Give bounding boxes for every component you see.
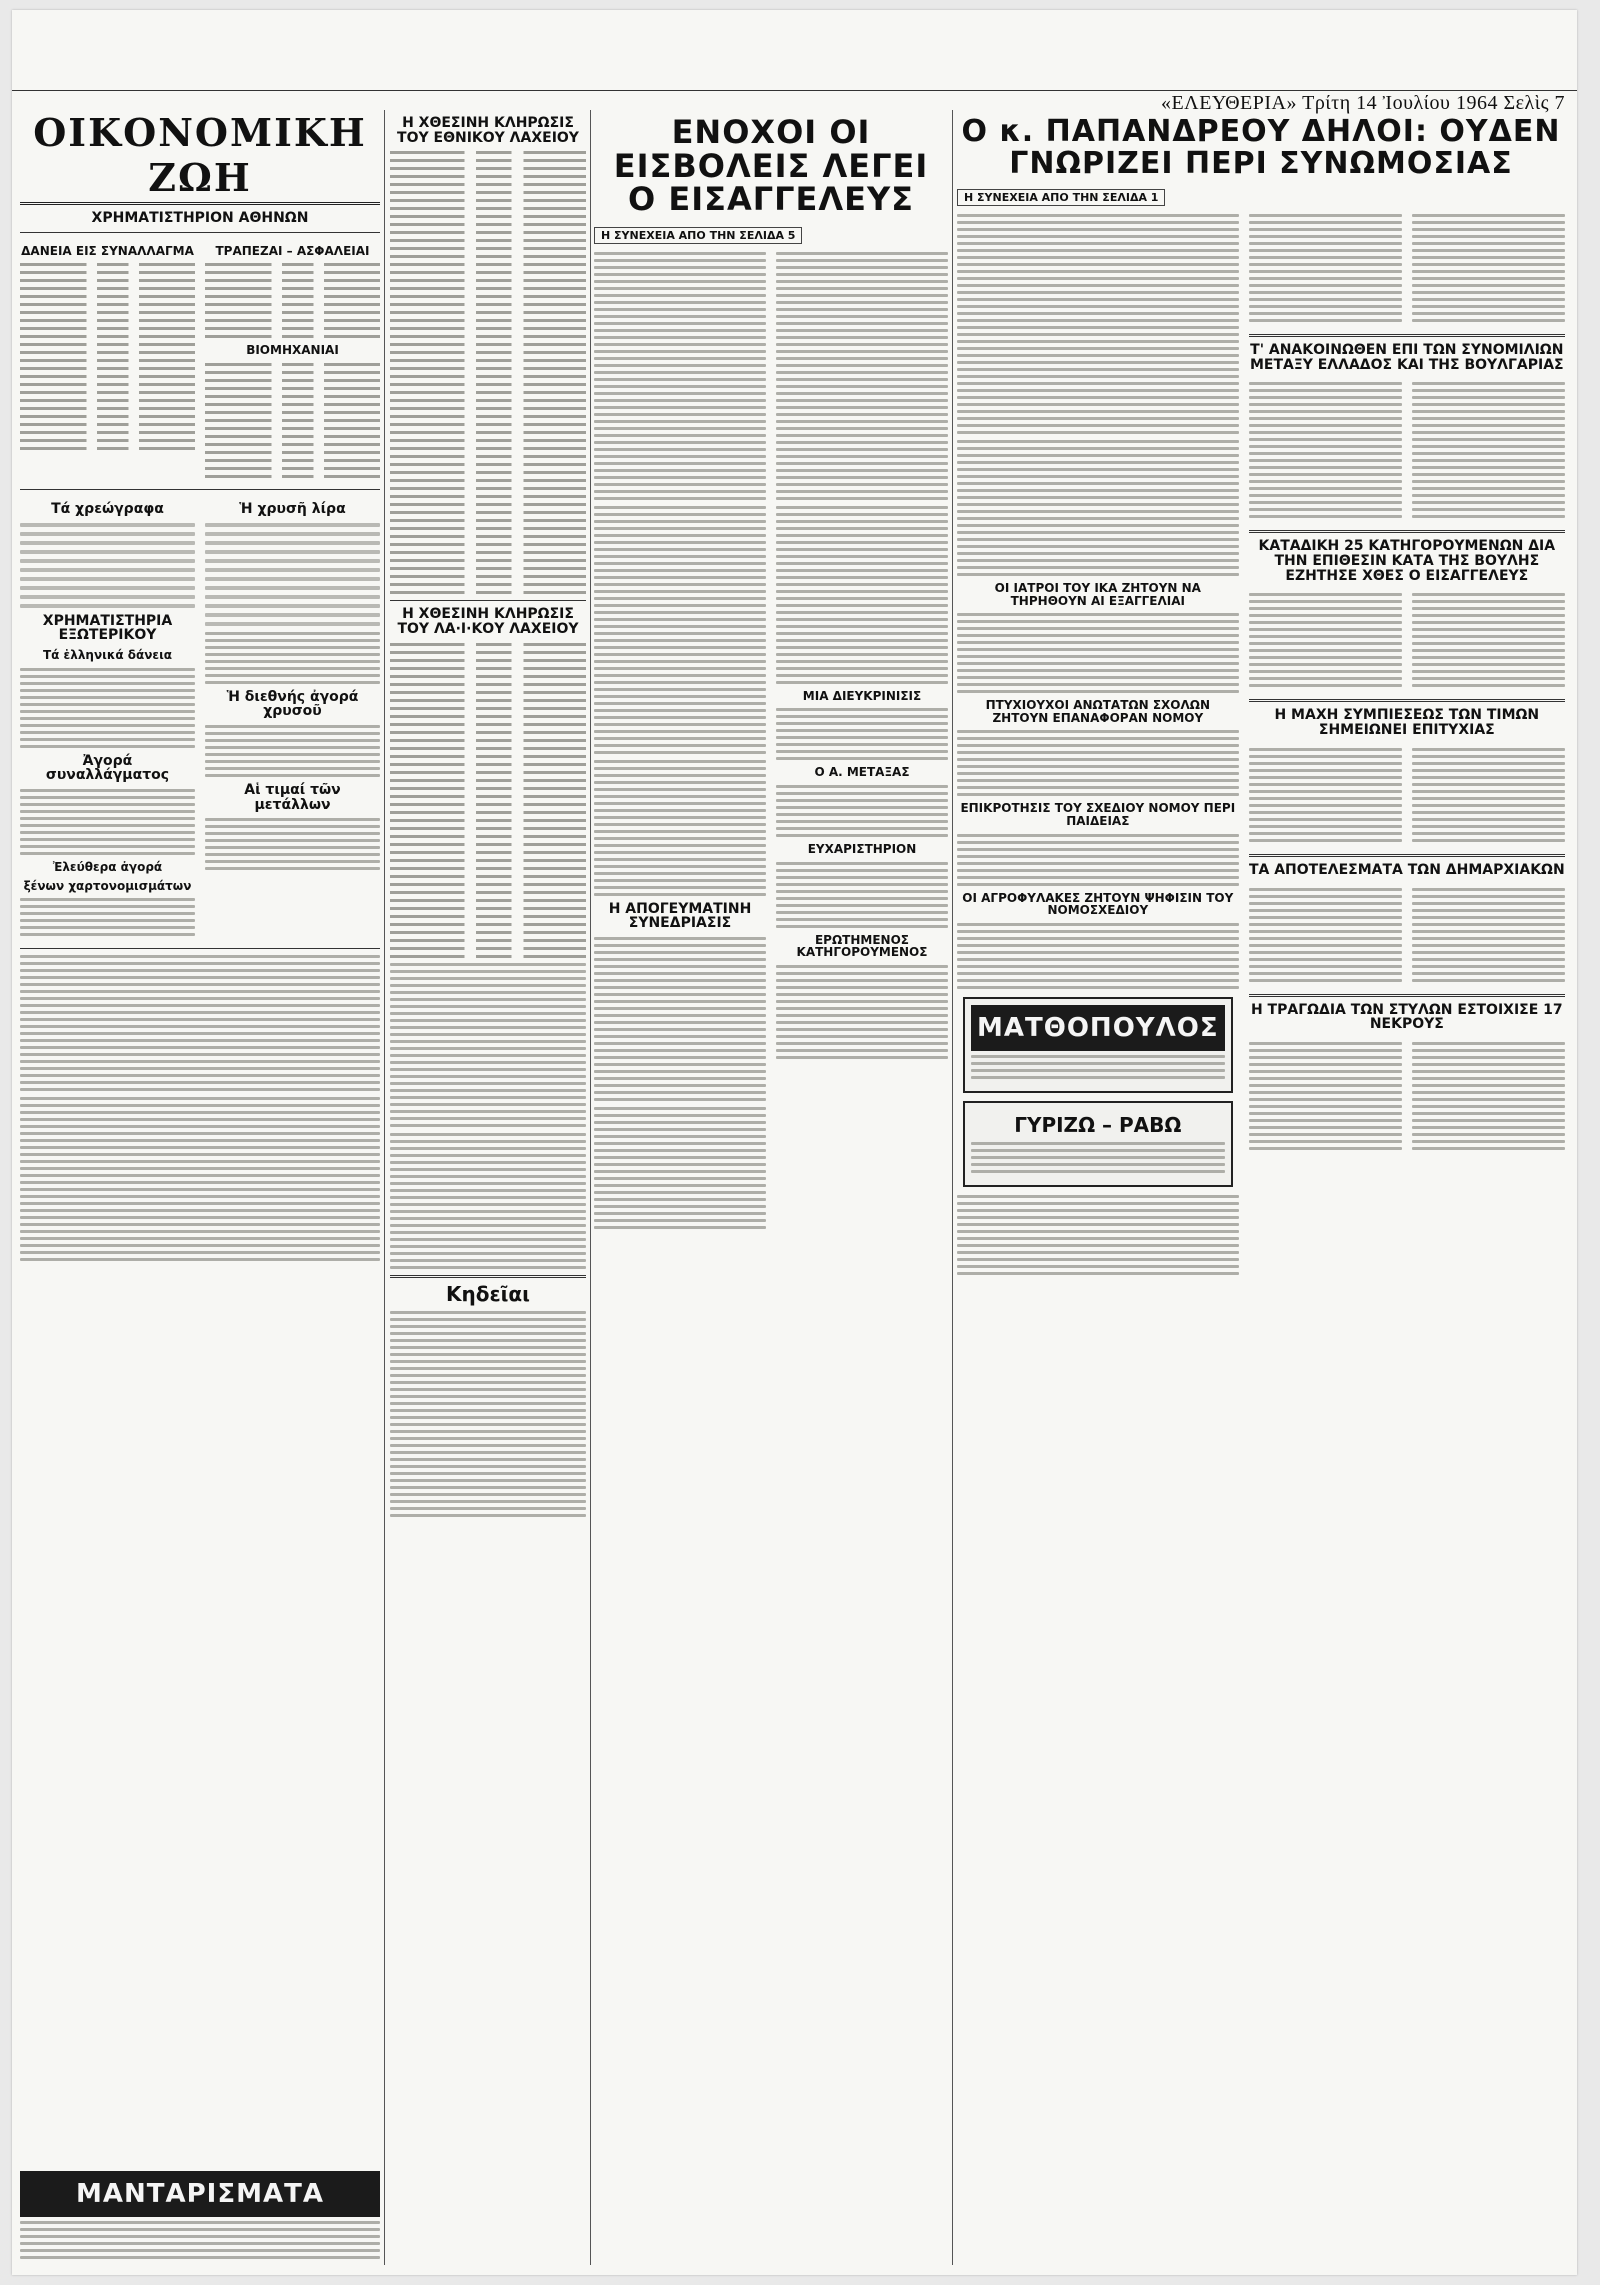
matthopoulos-ad — [963, 997, 1233, 1093]
c3-continuation: Η ΣΥΝΕΧΕΙΑ ΑΠΟ ΤΗΝ ΣΕΛΙΔΑ 5 — [594, 227, 802, 244]
c4-main-headline: Ο κ. ΠΑΠΑΝΔΡΕΟΥ ΔΗΛΟΙ: ΟΥΔΕΝ ΓΝΩΡΙΖΕΙ ΠΕΡΙ ΣΥΝΩΜΟΣΙΑΣ — [961, 114, 1561, 181]
c3-headline-1: Η ΑΠΟΓΕΥΜΑΤΙΝΗ ΣΥΝΕΔΡΙΑΣΙΣ — [608, 900, 752, 932]
c3-headline-4: ΜΙΑ ΔΙΕΥΚΡΙΝΙΣΙΣ — [802, 688, 922, 703]
c4-sub-headline-3: Η ΜΑΧΗ ΣΥΜΠΙΕΣΕΩΣ ΤΩΝ ΤΙΜΩΝ ΣΗΜΕΙΩΝΕΙ ΕΠΙΤΥΧΙΑΣ — [1274, 707, 1540, 739]
c1-headline-1: ΔΑΝΕΙΑ ΕΙΣ ΣΥΝΑΛΛΑΓΜΑ — [21, 243, 194, 258]
column-politics — [957, 110, 1565, 2267]
gyrizo-ad — [963, 1101, 1233, 1187]
column-economy — [20, 110, 380, 2267]
running-header: «ΕΛΕΥΘΕΡΙΑ» Τρίτη 14 Ἰουλίου 1964 Σελὶς 7 — [1160, 92, 1565, 114]
column-lottery — [390, 110, 586, 2267]
c3-headline-5: Ο Α. ΜΕΤΑΞΑΣ — [814, 765, 910, 780]
c1-headline-8: Ἀγορά συναλλάγματος — [45, 752, 170, 784]
c4-mid-headline-3: ΕΠΙΚΡΟΤΗΣΙΣ ΤΟΥ ΣΧΕΔΙΟΥ ΝΟΜΟΥ ΠΕΡΙ ΠΑΙΔΕΙΑΣ — [960, 801, 1236, 828]
c4-sub-headline-2: ΚΑΤΑΔΙΚΗ 25 ΚΑΤΗΓΟΡΟΥΜΕΝΩΝ ΔΙΑ ΤΗΝ ΕΠΙΘΕΣΙΝ ΚΑΤΑ ΤΗΣ ΒΟΥΛΗΣ ΕΖΗΤΗΣΕ ΧΘΕΣ Ο ΕΙΣΑΓΓΕΛΕΥΣ — [1258, 538, 1556, 584]
column-invaders — [594, 110, 948, 2267]
c4-sub-headline-1: Τ' ΑΝΑΚΟΙΝΩΘΕΝ ΕΠΙ ΤΩΝ ΣΥΝΟΜΙΛΙΩΝ ΜΕΤΑΞΥ ΕΛΛΑΔΟΣ ΚΑΙ ΤΗΣ ΒΟΥΛΓΑΡΙΑΣ — [1250, 342, 1564, 373]
c4-sub-headline-4: ΤΑ ΑΠΟΤΕΛΕΣΜΑΤΑ ΤΩΝ ΔΗΜΑΡΧΙΑΚΩΝ — [1248, 861, 1565, 878]
c3-headline-2: ΕΥΧΑΡΙΣΤΗΡΙΟΝ — [807, 841, 917, 856]
c3-main-headline: ΕΝΟΧΟΙ ΟΙ ΕΙΣΒΟΛΕΙΣ ΛΕΓΕΙ Ο ΕΙΣΑΓΓΕΛΕΥΣ — [613, 113, 929, 219]
c2-headline-2: Η ΧΘΕΣΙΝΗ ΚΛΗΡΩΣΙΣ ΤΟΥ ΛΑ·Ι·ΚΟΥ ΛΑΧΕΙΟΥ — [397, 606, 579, 638]
c1-headline-7: Τά ἑλληνικά δάνεια — [42, 647, 173, 662]
c1-headline-11: ξένων χαρτονομισμάτων — [23, 878, 192, 893]
c4-mid-headline-4: ΟΙ ΑΓΡΟΦΥΛΑΚΕΣ ΖΗΤΟΥΝ ΨΗΦΙΣΙΝ ΤΟΥ ΝΟΜΟΣΧΕΔΙΟΥ — [962, 890, 1234, 918]
exchange-title: ΧΡΗΜΑΤΙΣΤΗΡΙΟΝ ΑΘΗΝΩΝ — [91, 210, 309, 226]
mantarismata-title: ΜΑΝΤΑΡΙΣΜΑΤΑ — [76, 2179, 324, 2209]
matthopoulos-title: ΜΑΤΘΟΠΟΥΛΟΣ — [977, 1012, 1219, 1043]
c4-mid-headline-1: ΟΙ ΙΑΤΡΟΙ ΤΟΥ ΙΚΑ ΖΗΤΟΥΝ ΝΑ ΤΗΡΗΘΟΥΝ ΑΙ ΕΞΑΓΓΕΛΙΑΙ — [994, 581, 1201, 608]
c2-headline-1: Η ΧΘΕΣΙΝΗ ΚΛΗΡΩΣΙΣ ΤΟΥ ΕΘΝΙΚΟΥ ΛΑΧΕΙΟΥ — [397, 115, 579, 146]
top-gutter — [12, 10, 1577, 91]
c4-sub-headline-5: Η ΤΡΑΓΩΔΙΑ ΤΩΝ ΣΤΥΛΩΝ ΕΣΤΟΙΧΙΣΕ 17 ΝΕΚΡΟΥΣ — [1250, 1001, 1563, 1033]
c2-headline-3: Κηδεῖαι — [446, 1281, 530, 1306]
c4-mid-headline-2: ΠΤΥΧΙΟΥΧΟΙ ΑΝΩΤΑΤΩΝ ΣΧΟΛΩΝ ΖΗΤΟΥΝ ΕΠΑΝΑΦΟΡΑΝ ΝΟΜΟΥ — [985, 698, 1211, 725]
c1-headline-9: Ἡ διεθνής ἀγορά χρυσοῦ — [226, 688, 359, 720]
c1-headline-6: ΧΡΗΜΑΤΙΣΤΗΡΙΑ ΕΞΩΤΕΡΙΚΟΥ — [42, 612, 173, 644]
c1-headline-5: Ἡ χρυσῆ λίρα — [239, 500, 346, 517]
c1-headline-2: ΤΡΑΠΕΖΑΙ – ΑΣΦΑΛΕΙΑΙ — [215, 243, 370, 258]
newspaper-page — [12, 10, 1577, 2275]
c1-headline-3: ΒΙΟΜΗΧΑΝΙΑΙ — [246, 343, 339, 358]
c4-continuation: Η ΣΥΝΕΧΕΙΑ ΑΠΟ ΤΗΝ ΣΕΛΙΔΑ 1 — [957, 189, 1165, 206]
c1-headline-12: Αἱ τιμαί τῶν μετάλλων — [244, 781, 341, 813]
c1-headline-10: Ἐλεύθερα ἀγορά — [52, 859, 163, 874]
c3-headline-3: ΕΡΩΤΗΜΕΝΟΣ ΚΑΤΗΓΟΡΟΥΜΕΝΟΣ — [796, 932, 928, 960]
c1-headline-4: Τά χρεώγραφα — [51, 500, 164, 517]
gyrizo-title: ΓΥΡΙΖΩ – ΡΑΒΩ — [1014, 1112, 1182, 1137]
section-title: ΟΙΚΟΝΟΜΙΚΗ ΖΩΗ — [20, 110, 380, 205]
mantarismata-ad — [20, 2171, 380, 2217]
